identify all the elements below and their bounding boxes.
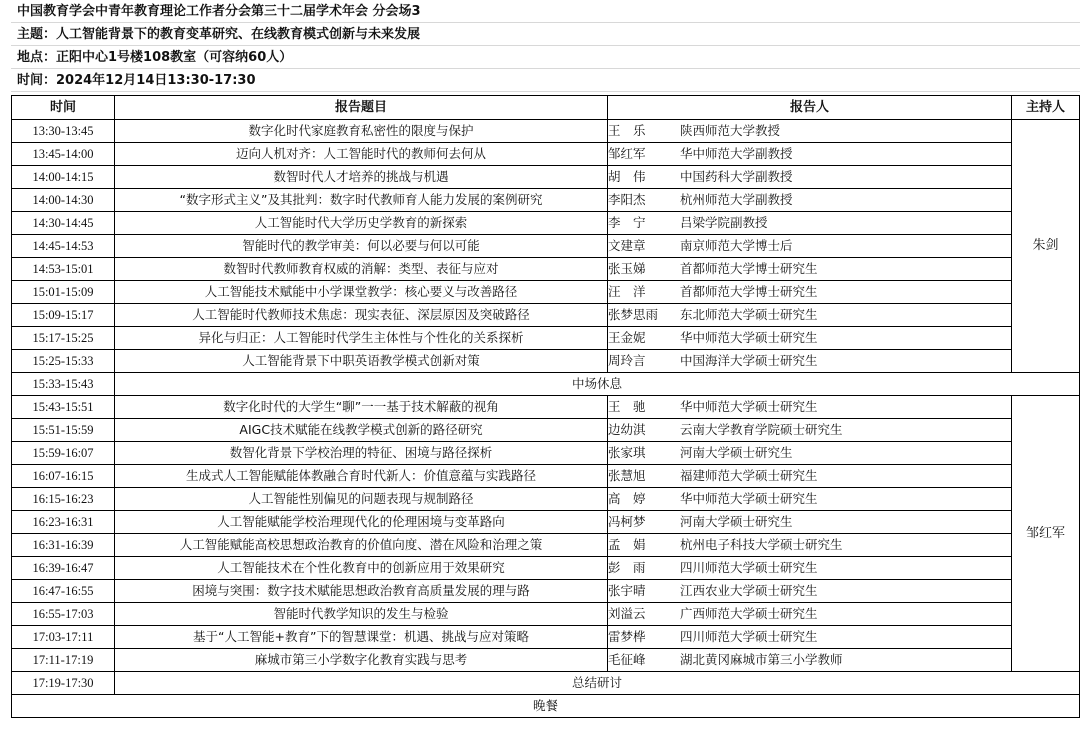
slot-time: 14:00-14:30 — [12, 189, 115, 212]
schedule-body — [12, 120, 1080, 718]
slot-time: 14:30-14:45 — [12, 212, 115, 235]
table-row — [12, 258, 1080, 281]
session-host: 朱剑 — [1012, 120, 1080, 373]
talk-title: 智能时代的教学审美：何以必要与何以可能 — [115, 235, 608, 258]
slot-time: 16:07-16:15 — [12, 465, 115, 488]
slot-time: 15:51-15:59 — [12, 419, 115, 442]
speaker-cell — [608, 212, 1012, 235]
talk-title: AIGC技术赋能在线教学模式创新的路径研究 — [115, 419, 608, 442]
speaker-affiliation: 江西农业大学硕士研究生 — [680, 583, 818, 598]
talk-title: 数智时代人才培养的挑战与机遇 — [115, 166, 608, 189]
speaker-affiliation: 广西师范大学硕士研究生 — [680, 606, 818, 621]
speaker-cell — [608, 603, 1012, 626]
speaker-name: 邹红军 — [608, 146, 646, 161]
speaker-name: 胡 伟 — [608, 169, 646, 184]
speaker-affiliation: 河南大学硕士研究生 — [680, 445, 793, 460]
slot-time: 16:39-16:47 — [12, 557, 115, 580]
table-row — [12, 626, 1080, 649]
schedule-table — [11, 95, 1080, 718]
table-row — [12, 465, 1080, 488]
table-row — [12, 120, 1080, 143]
talk-title: 生成式人工智能赋能体教融合育时代新人：价值意蕴与实践路径 — [115, 465, 608, 488]
time-line: 时间：2024年12月14日13:30-17:30 — [11, 69, 1080, 92]
table-row — [12, 327, 1080, 350]
speaker-affiliation: 湖北黄冈麻城市第三小学教师 — [680, 652, 843, 667]
speaker-affiliation: 河南大学硕士研究生 — [680, 514, 793, 529]
speaker-name: 王金妮 — [608, 330, 646, 345]
table-row — [12, 304, 1080, 327]
talk-title: 人工智能时代教师技术焦虑：现实表征、深层原因及突破路径 — [115, 304, 608, 327]
speaker-name: 张玉娣 — [608, 261, 646, 276]
talk-title: 数字化时代家庭教育私密性的限度与保护 — [115, 120, 608, 143]
talk-title: 数智时代教师教育权威的消解：类型、表征与应对 — [115, 258, 608, 281]
table-row — [12, 442, 1080, 465]
speaker-name: 李阳杰 — [608, 192, 646, 207]
table-header-row — [12, 96, 1080, 120]
talk-title: 人工智能性别偏见的问题表现与规制路径 — [115, 488, 608, 511]
break-row-label: 中场休息 — [115, 373, 1080, 396]
speaker-affiliation: 福建师范大学硕士研究生 — [680, 468, 818, 483]
speaker-name: 刘溢云 — [608, 606, 646, 621]
table-row — [12, 488, 1080, 511]
column-header-time: 时间 — [12, 96, 115, 120]
slot-time: 15:59-16:07 — [12, 442, 115, 465]
speaker-affiliation: 南京师范大学博士后 — [680, 238, 793, 253]
slot-time: 15:09-15:17 — [12, 304, 115, 327]
slot-time: 15:01-15:09 — [12, 281, 115, 304]
column-header-host: 主持人 — [1012, 96, 1080, 120]
location-line: 地点：正阳中心1号楼108教室（可容纳60人） — [11, 46, 1080, 69]
speaker-cell — [608, 534, 1012, 557]
speaker-cell — [608, 649, 1012, 672]
slot-time: 17:03-17:11 — [12, 626, 115, 649]
speaker-cell — [608, 327, 1012, 350]
closing-row — [12, 672, 1080, 695]
table-row — [12, 281, 1080, 304]
speaker-affiliation: 中国海洋大学硕士研究生 — [680, 353, 818, 368]
table-row — [12, 166, 1080, 189]
speaker-cell — [608, 258, 1012, 281]
slot-time: 16:15-16:23 — [12, 488, 115, 511]
talk-title: 数智化背景下学校治理的特征、困境与路径探析 — [115, 442, 608, 465]
speaker-cell — [608, 442, 1012, 465]
speaker-cell — [608, 557, 1012, 580]
slot-time: 17:19-17:30 — [12, 672, 115, 695]
speaker-affiliation: 华中师范大学硕士研究生 — [680, 330, 818, 345]
speaker-cell — [608, 580, 1012, 603]
speaker-name: 彭 雨 — [608, 560, 646, 575]
speaker-name: 张慧旭 — [608, 468, 646, 483]
speaker-name: 周玲言 — [608, 353, 646, 368]
slot-time: 16:23-16:31 — [12, 511, 115, 534]
talk-title: 智能时代教学知识的发生与检验 — [115, 603, 608, 626]
slot-time: 16:55-17:03 — [12, 603, 115, 626]
speaker-name: 王 驰 — [608, 399, 646, 414]
speaker-affiliation: 四川师范大学硕士研究生 — [680, 560, 818, 575]
talk-title: 困境与突围：数字技术赋能思想政治教育高质量发展的理与路 — [115, 580, 608, 603]
speaker-cell — [608, 488, 1012, 511]
speaker-cell — [608, 235, 1012, 258]
speaker-name: 张梦思雨 — [608, 307, 659, 322]
dinner-row — [12, 695, 1080, 718]
table-row — [12, 143, 1080, 166]
slot-time: 15:25-15:33 — [12, 350, 115, 373]
slot-time: 15:17-15:25 — [12, 327, 115, 350]
talk-title: 人工智能赋能高校思想政治教育的价值向度、潜在风险和治理之策 — [115, 534, 608, 557]
speaker-name: 毛征峰 — [608, 652, 646, 667]
slot-time: 16:47-16:55 — [12, 580, 115, 603]
table-row — [12, 511, 1080, 534]
talk-title: 人工智能赋能学校治理现代化的伦理困境与变革路向 — [115, 511, 608, 534]
speaker-affiliation: 华中师范大学硕士研究生 — [680, 491, 818, 506]
speaker-name: 孟 娟 — [608, 537, 646, 552]
talk-title: 麻城市第三小学数字化教育实践与思考 — [115, 649, 608, 672]
speaker-cell — [608, 281, 1012, 304]
table-row — [12, 419, 1080, 442]
speaker-name: 高 婷 — [608, 491, 646, 506]
speaker-cell — [608, 465, 1012, 488]
speaker-affiliation: 四川师范大学硕士研究生 — [680, 629, 818, 644]
speaker-affiliation: 首都师范大学博士研究生 — [680, 284, 818, 299]
table-row — [12, 580, 1080, 603]
speaker-cell — [608, 419, 1012, 442]
speaker-name: 张家琪 — [608, 445, 646, 460]
speaker-affiliation: 东北师范大学硕士研究生 — [680, 307, 818, 322]
session-host: 邹红军 — [1012, 396, 1080, 672]
speaker-affiliation: 云南大学教育学院硕士研究生 — [680, 422, 843, 437]
table-row — [12, 235, 1080, 258]
dinner-row-label: 晚餐 — [12, 695, 1080, 718]
talk-title: 异化与归正：人工智能时代学生主体性与个性化的关系探析 — [115, 327, 608, 350]
table-row — [12, 603, 1080, 626]
talk-title: 迈向人机对齐：人工智能时代的教师何去何从 — [115, 143, 608, 166]
table-row — [12, 396, 1080, 419]
speaker-cell — [608, 189, 1012, 212]
speaker-name: 冯柯梦 — [608, 514, 646, 529]
speaker-cell — [608, 120, 1012, 143]
slot-time: 14:45-14:53 — [12, 235, 115, 258]
theme-line: 主题：人工智能背景下的教育变革研究、在线教育模式创新与未来发展 — [11, 23, 1080, 46]
table-row — [12, 534, 1080, 557]
slot-time: 16:31-16:39 — [12, 534, 115, 557]
slot-time: 14:53-15:01 — [12, 258, 115, 281]
conference-title: 中国教育学会中青年教育理论工作者分会第三十二届学术年会 分会场3 — [11, 0, 1080, 23]
speaker-cell — [608, 626, 1012, 649]
table-row — [12, 189, 1080, 212]
speaker-name: 文建章 — [608, 238, 646, 253]
slot-time: 15:43-15:51 — [12, 396, 115, 419]
speaker-cell — [608, 511, 1012, 534]
speaker-name: 张宇晴 — [608, 583, 646, 598]
talk-title: 人工智能技术在个性化教育中的创新应用于效果研究 — [115, 557, 608, 580]
talk-title: 数字化时代的大学生“聊”一一基于技术解蔽的视角 — [115, 396, 608, 419]
speaker-affiliation: 华中师范大学硕士研究生 — [680, 399, 818, 414]
speaker-name: 边幼淇 — [608, 422, 646, 437]
speaker-cell — [608, 143, 1012, 166]
break-row — [12, 373, 1080, 396]
talk-title: 人工智能背景下中职英语教学模式创新对策 — [115, 350, 608, 373]
speaker-affiliation: 陕西师范大学教授 — [680, 123, 781, 138]
speaker-affiliation: 吕梁学院副教授 — [680, 215, 768, 230]
speaker-cell — [608, 396, 1012, 419]
speaker-affiliation: 杭州师范大学副教授 — [680, 192, 793, 207]
slot-time: 15:33-15:43 — [12, 373, 115, 396]
slot-time: 17:11-17:19 — [12, 649, 115, 672]
table-row — [12, 350, 1080, 373]
speaker-affiliation: 杭州电子科技大学硕士研究生 — [680, 537, 843, 552]
speaker-affiliation: 中国药科大学副教授 — [680, 169, 793, 184]
speaker-name: 雷梦桦 — [608, 629, 646, 644]
speaker-cell — [608, 166, 1012, 189]
speaker-cell — [608, 350, 1012, 373]
slot-time: 13:30-13:45 — [12, 120, 115, 143]
slot-time: 14:00-14:15 — [12, 166, 115, 189]
speaker-name: 王 乐 — [608, 123, 646, 138]
speaker-name: 汪 洋 — [608, 284, 646, 299]
table-row — [12, 557, 1080, 580]
talk-title: 基于“人工智能+教育”下的智慧课堂：机遇、挑战与应对策略 — [115, 626, 608, 649]
speaker-affiliation: 华中师范大学副教授 — [680, 146, 793, 161]
column-header-speaker: 报告人 — [608, 96, 1012, 120]
slot-time: 13:45-14:00 — [12, 143, 115, 166]
closing-row-label: 总结研讨 — [115, 672, 1080, 695]
talk-title: 人工智能时代大学历史学教育的新探索 — [115, 212, 608, 235]
table-row — [12, 649, 1080, 672]
talk-title: 人工智能技术赋能中小学课堂教学：核心要义与改善路径 — [115, 281, 608, 304]
speaker-affiliation: 首都师范大学博士研究生 — [680, 261, 818, 276]
speaker-cell — [608, 304, 1012, 327]
speaker-name: 李 宁 — [608, 215, 646, 230]
table-row — [12, 212, 1080, 235]
talk-title: “数字形式主义”及其批判：数字时代教师育人能力发展的案例研究 — [115, 189, 608, 212]
column-header-title: 报告题目 — [115, 96, 608, 120]
